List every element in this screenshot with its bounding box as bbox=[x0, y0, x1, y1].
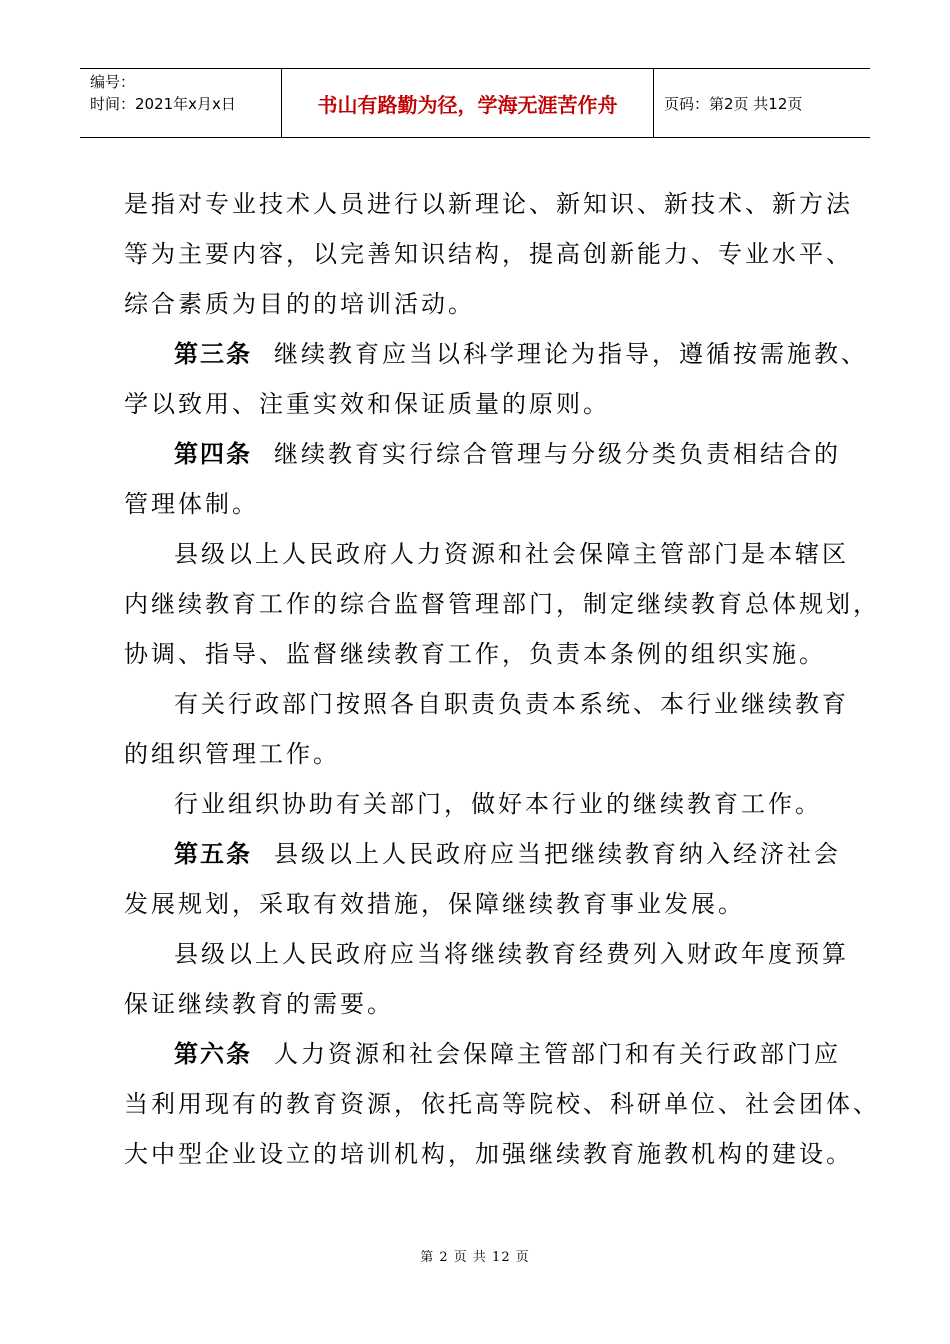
text-line bbox=[124, 586, 880, 636]
article-number: 第三条 bbox=[174, 340, 252, 368]
line-text: 继续教育实行综合管理与分级分类负责相结合的 bbox=[274, 440, 841, 468]
document-body bbox=[124, 186, 880, 1186]
article-number: 第五条 bbox=[174, 840, 252, 868]
text-line bbox=[124, 236, 853, 286]
page-header bbox=[80, 68, 870, 138]
text-line bbox=[124, 386, 844, 436]
text-line bbox=[124, 1136, 853, 1186]
line-text: 县级以上人民政府人力资源和社会保障主管部门是本辖区 bbox=[174, 540, 849, 568]
header-page-info: 页码：第2页 共12页 bbox=[664, 94, 803, 113]
paragraph bbox=[124, 686, 849, 786]
line-text: 有关行政部门按照各自职责负责本系统、本行业继续教育 bbox=[174, 690, 849, 718]
paragraph bbox=[124, 836, 844, 936]
line-text: 等为主要内容，以完善知识结构，提高创新能力、专业水平、 bbox=[124, 240, 853, 268]
line-text: 是指对专业技术人员进行以新理论、新知识、新技术、新方法 bbox=[124, 190, 853, 218]
text-line bbox=[124, 286, 844, 336]
text-line bbox=[124, 1036, 844, 1086]
line-text: 大中型企业设立的培训机构，加强继续教育施教机构的建设。 bbox=[124, 1140, 853, 1168]
text-line bbox=[124, 736, 844, 786]
text-line bbox=[124, 986, 844, 1036]
line-text: 的组织管理工作。 bbox=[124, 740, 340, 768]
line-text: 继续教育应当以科学理论为指导，遵循按需施教、 bbox=[274, 340, 868, 368]
paragraph bbox=[124, 436, 844, 536]
text-line bbox=[124, 886, 844, 936]
line-text: 县级以上人民政府应当把继续教育纳入经济社会 bbox=[274, 840, 841, 868]
text-line bbox=[124, 836, 844, 886]
text-line bbox=[124, 1086, 880, 1136]
paragraph bbox=[124, 936, 849, 1036]
paragraph bbox=[124, 186, 853, 336]
line-text: 内继续教育工作的综合监督管理部门，制定继续教育总体规划， bbox=[124, 590, 880, 618]
line-text: 综合素质为目的的培训活动。 bbox=[124, 290, 475, 318]
page-footer: 第 2 页 共 12 页 bbox=[420, 1250, 530, 1265]
text-line bbox=[124, 536, 849, 586]
paragraph bbox=[124, 336, 868, 436]
paragraph bbox=[124, 786, 844, 836]
text-line bbox=[124, 186, 853, 236]
paragraph bbox=[124, 1036, 880, 1186]
text-line bbox=[124, 786, 844, 836]
line-text: 协调、指导、监督继续教育工作，负责本条例的组织实施。 bbox=[124, 640, 826, 668]
serial-number-label: 编号： bbox=[90, 73, 136, 91]
paragraph bbox=[124, 536, 880, 686]
article-number: 第四条 bbox=[174, 440, 252, 468]
text-line bbox=[124, 936, 849, 986]
line-text: 保证继续教育的需要。 bbox=[124, 990, 394, 1018]
text-line bbox=[124, 486, 844, 536]
text-line bbox=[124, 436, 844, 486]
line-text: 管理体制。 bbox=[124, 490, 259, 518]
header-motto: 书山有路勤为径，学海无涯苦作舟 bbox=[282, 69, 654, 137]
text-line bbox=[124, 686, 849, 736]
line-text: 人力资源和社会保障主管部门和有关行政部门应 bbox=[274, 1040, 841, 1068]
text-line bbox=[124, 336, 868, 386]
header-meta bbox=[80, 69, 282, 137]
line-text: 发展规划，采取有效措施，保障继续教育事业发展。 bbox=[124, 890, 745, 918]
line-text: 县级以上人民政府应当将继续教育经费列入财政年度预算 bbox=[174, 940, 849, 968]
line-text: 当利用现有的教育资源，依托高等院校、科研单位、社会团体、 bbox=[124, 1090, 880, 1118]
line-text: 学以致用、注重实效和保证质量的原则。 bbox=[124, 390, 610, 418]
time-label: 时间：2021年x月x日 bbox=[90, 95, 236, 113]
article-number: 第六条 bbox=[174, 1040, 252, 1068]
text-line bbox=[124, 636, 844, 686]
line-text: 行业组织协助有关部门，做好本行业的继续教育工作。 bbox=[174, 790, 822, 818]
